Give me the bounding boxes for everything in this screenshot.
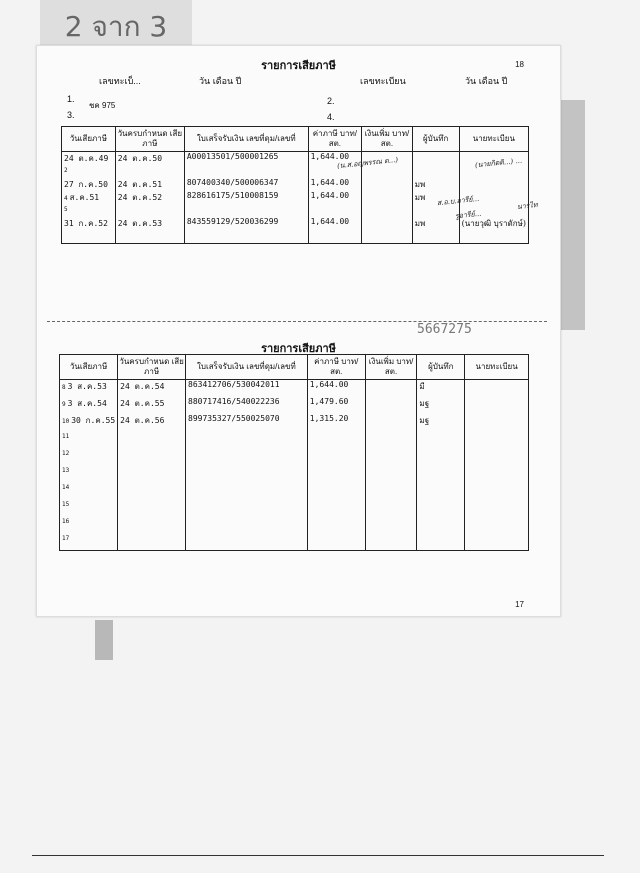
table-cell: 843559129/520036299 xyxy=(184,217,308,230)
table-cell xyxy=(365,482,417,499)
table-cell xyxy=(115,204,184,217)
table-cell xyxy=(60,397,118,414)
officer-stamp: (น.ส.อญพรรณ ด...) xyxy=(336,155,399,171)
table-cell xyxy=(118,516,186,533)
line2-number: 2. xyxy=(327,96,335,106)
table-cell xyxy=(465,533,529,551)
column-header: ใบเสร็จรับเงิน เลขที่ดุม/เลขที่ xyxy=(186,355,308,380)
registrar-signature: (นายกิตติ...) ... xyxy=(474,156,523,170)
column-header: วันครบกำหนด เสียภาษี xyxy=(115,127,184,152)
column-header: ผู้บันทึก xyxy=(412,127,459,152)
table-cell xyxy=(417,448,465,465)
table-cell: 24 ต.ค.51 xyxy=(115,178,184,191)
table-cell xyxy=(62,230,116,244)
overprint-number: 5667275 xyxy=(417,322,472,337)
table-cell xyxy=(307,533,365,551)
table-cell xyxy=(186,499,308,516)
table-row xyxy=(60,448,529,465)
row-number: 15 xyxy=(62,501,70,508)
officer-stamp-4: นารไท xyxy=(516,200,538,212)
table-row xyxy=(60,414,529,431)
column-header: เงินเพิ่ม บาท/สต. xyxy=(365,355,417,380)
table-cell xyxy=(365,533,417,551)
table-cell xyxy=(465,448,529,465)
table-row xyxy=(62,152,529,166)
table-cell: 1,644.00 xyxy=(308,178,362,191)
table-cell: 24 ต.ค.50 xyxy=(115,152,184,166)
table-cell xyxy=(465,482,529,499)
table-cell xyxy=(186,533,308,551)
table-cell xyxy=(118,465,186,482)
row-number: 8 xyxy=(62,384,66,391)
table-cell xyxy=(115,165,184,178)
table-cell xyxy=(60,448,118,465)
table-cell: มพ xyxy=(412,178,459,191)
column-header: นายทะเบียน xyxy=(459,127,528,152)
table-cell xyxy=(465,516,529,533)
table-cell xyxy=(118,431,186,448)
table-cell xyxy=(307,431,365,448)
table-cell xyxy=(60,482,118,499)
table-cell xyxy=(60,414,118,431)
table-cell xyxy=(417,465,465,482)
table-cell: 1,479.60 xyxy=(307,397,365,414)
table-cell: มพ xyxy=(412,217,459,230)
table-cell xyxy=(307,448,365,465)
row-date: 3 ส.ค.53 xyxy=(67,382,107,391)
table-cell xyxy=(362,191,413,204)
table-cell: 863412706/530042011 xyxy=(186,380,308,398)
table-cell: 24 ต.ค.56 xyxy=(118,414,186,431)
table-cell: มี xyxy=(417,380,465,398)
table-row xyxy=(62,178,529,191)
table-cell xyxy=(465,380,529,398)
date-label-left: วัน เดือน ปี xyxy=(199,76,242,86)
table-cell xyxy=(417,516,465,533)
table-cell xyxy=(365,448,417,465)
table-cell xyxy=(365,414,417,431)
scan-noise xyxy=(95,620,113,660)
column-header: ใบเสร็จรับเงิน เลขที่ดุม/เลขที่ xyxy=(184,127,308,152)
table-cell xyxy=(186,448,308,465)
column-header: ค่าภาษี บาท/สต. xyxy=(308,127,362,152)
page-bottom-rule xyxy=(32,855,604,856)
column-header: วันเสียภาษี xyxy=(60,355,118,380)
table-cell xyxy=(459,230,528,244)
officer-stamp-3: รูอารีย์... xyxy=(454,209,482,221)
row-number: 16 xyxy=(62,518,70,525)
table-cell: 31 ก.ค.52 xyxy=(62,217,116,230)
row-number: 13 xyxy=(62,467,70,474)
table-cell xyxy=(412,165,459,178)
table-cell xyxy=(465,431,529,448)
table-cell xyxy=(362,204,413,217)
table-cell xyxy=(465,465,529,482)
table-cell xyxy=(60,465,118,482)
table-cell xyxy=(307,516,365,533)
table-cell xyxy=(365,431,417,448)
column-header: วันเสียภาษี xyxy=(62,127,116,152)
table-cell xyxy=(186,465,308,482)
table-cell: 27 ก.ค.50 xyxy=(62,178,116,191)
table-cell xyxy=(184,204,308,217)
table-cell xyxy=(417,499,465,516)
table-row xyxy=(60,516,529,533)
table-cell xyxy=(362,217,413,230)
table-row xyxy=(60,499,529,516)
table-cell: 899735327/550025070 xyxy=(186,414,308,431)
line4-number: 4. xyxy=(327,112,335,122)
table-cell xyxy=(417,431,465,448)
table-row xyxy=(62,165,529,178)
reg-no-label: เลขทะเบ็... xyxy=(99,76,141,86)
table-cell xyxy=(118,533,186,551)
date-label-right: วัน เดือน ปี xyxy=(465,76,508,86)
column-header: ค่าภาษี บาท/สต. xyxy=(307,355,365,380)
table-cell xyxy=(365,397,417,414)
table-cell xyxy=(62,165,116,178)
row-number: 17 xyxy=(62,535,70,542)
table-cell xyxy=(62,204,116,217)
table-cell xyxy=(308,230,362,244)
table-cell xyxy=(307,465,365,482)
table-cell xyxy=(412,152,459,166)
table-cell xyxy=(186,516,308,533)
sheet1-page-number: 18 xyxy=(515,60,524,69)
row-number: 10 xyxy=(62,418,70,425)
divider xyxy=(47,321,547,322)
table-cell xyxy=(362,230,413,244)
column-header: เงินเพิ่ม บาท/สต. xyxy=(362,127,413,152)
tax-table-1 xyxy=(61,126,529,244)
line1-number: 1. xyxy=(67,94,75,104)
table-cell: A00013501/500001265 xyxy=(184,152,308,166)
table-cell: 24 ต.ค.49 xyxy=(62,152,116,166)
table-cell: มฐ xyxy=(417,397,465,414)
table-cell: 24 ต.ค.55 xyxy=(118,397,186,414)
tax-table-2 xyxy=(59,354,529,551)
table-cell: 807400340/500006347 xyxy=(184,178,308,191)
row-date: ส.ค.51 xyxy=(69,193,100,202)
table-cell xyxy=(186,482,308,499)
table-cell xyxy=(308,204,362,217)
row-number: 5 xyxy=(64,206,68,213)
table-cell xyxy=(307,482,365,499)
column-header: ผู้บันทึก xyxy=(417,355,465,380)
table-cell xyxy=(365,465,417,482)
row-number: 4 xyxy=(64,195,68,202)
table-cell: 880717416/540022236 xyxy=(186,397,308,414)
table-cell xyxy=(186,431,308,448)
sheet2-title: รายการเสียภาษี xyxy=(261,343,336,355)
table-cell: 24 ต.ค.52 xyxy=(115,191,184,204)
table-cell xyxy=(465,397,529,414)
table-cell xyxy=(62,191,116,204)
table-cell xyxy=(118,448,186,465)
table-row xyxy=(60,397,529,414)
table-cell xyxy=(459,178,528,191)
table-cell: 1,644.00 xyxy=(307,380,365,398)
table-cell: (นายวุฒิ บุราดักษ์) xyxy=(459,217,528,230)
document-sheet xyxy=(36,45,561,617)
row-number: 11 xyxy=(62,433,70,440)
table-cell xyxy=(60,516,118,533)
table-cell xyxy=(417,533,465,551)
table-cell: 1,644.00 xyxy=(308,152,362,166)
table-cell xyxy=(60,380,118,398)
table-cell xyxy=(118,499,186,516)
table-cell: มพ xyxy=(412,191,459,204)
table-cell xyxy=(118,482,186,499)
table-row xyxy=(60,533,529,551)
table-cell xyxy=(365,516,417,533)
table-cell: 828616175/510008159 xyxy=(184,191,308,204)
table-cell xyxy=(115,230,184,244)
table-cell: 24 ต.ค.53 xyxy=(115,217,184,230)
sheet1-title: รายการเสียภาษี xyxy=(261,60,336,72)
table-cell xyxy=(465,414,529,431)
table-cell xyxy=(60,499,118,516)
reg-label-right: เลขทะเบียน xyxy=(360,76,406,86)
table-cell xyxy=(417,482,465,499)
row-number: 12 xyxy=(62,450,70,457)
table-cell xyxy=(60,431,118,448)
table-cell xyxy=(465,499,529,516)
page-indicator: 2 จาก 3 xyxy=(40,0,192,53)
table-cell xyxy=(307,499,365,516)
row-number: 9 xyxy=(62,401,66,408)
table-cell: 1,644.00 xyxy=(308,191,362,204)
table-cell: 1,644.00 xyxy=(308,217,362,230)
row-date: 30 ก.ค.55 xyxy=(71,416,116,425)
table-cell xyxy=(362,178,413,191)
line1-value: ชค 975 xyxy=(89,101,116,110)
line3-number: 3. xyxy=(67,110,75,120)
column-header: วันครบกำหนด เสียภาษี xyxy=(118,355,186,380)
table-cell xyxy=(184,230,308,244)
table-row xyxy=(60,431,529,448)
row-date: 3 ส.ค.54 xyxy=(67,399,107,408)
table-cell: มฐ xyxy=(417,414,465,431)
officer-stamp-2: ส.อ.บ.อารีย์... xyxy=(436,194,480,208)
table-cell xyxy=(184,165,308,178)
table-cell xyxy=(60,533,118,551)
table-row xyxy=(60,482,529,499)
row-number: 14 xyxy=(62,484,70,491)
table-cell: 24 ต.ค.54 xyxy=(118,380,186,398)
column-header: นายทะเบียน xyxy=(465,355,529,380)
table-row xyxy=(62,230,529,244)
table-row xyxy=(60,465,529,482)
table-cell: 1,315.20 xyxy=(307,414,365,431)
sheet2-page-number: 17 xyxy=(515,600,524,609)
table-cell xyxy=(412,230,459,244)
table-cell xyxy=(365,380,417,398)
table-cell xyxy=(365,499,417,516)
table-row xyxy=(60,380,529,398)
row-number: 2 xyxy=(64,167,68,174)
